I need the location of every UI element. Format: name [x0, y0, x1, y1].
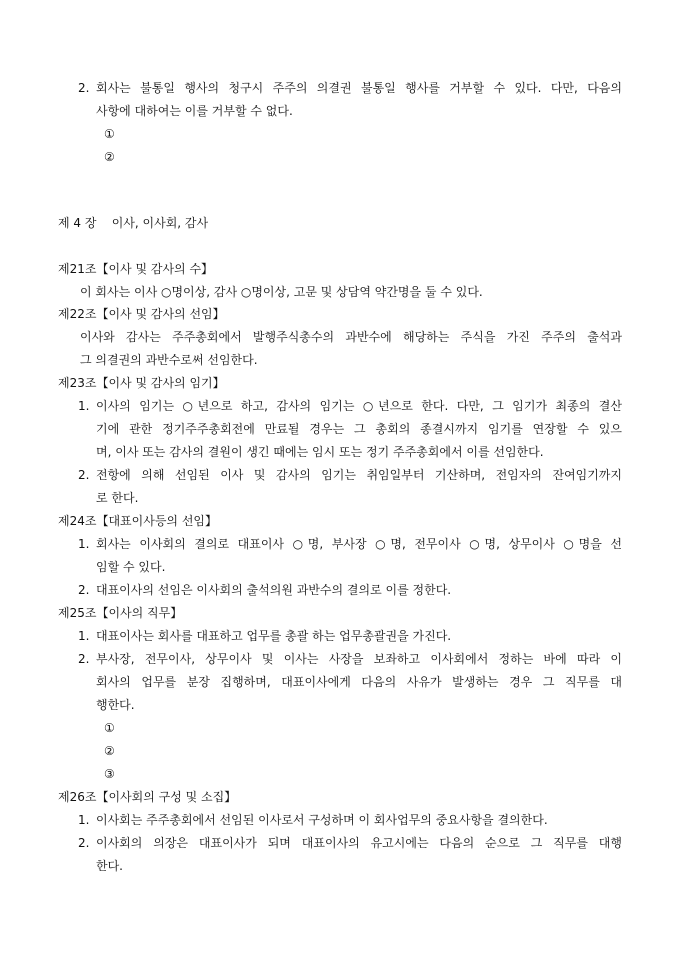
list-number: 2.	[78, 836, 90, 850]
list-number: 1.	[78, 629, 90, 643]
sub-item-marker: ②	[104, 744, 115, 758]
article-title: 제22조【이사 및 감사의 선임】	[58, 307, 225, 321]
paragraph-line: 회사의 업무를 분장 집행하며, 대표이사에게 다음의 사유가 발생하는 경우 그 직무를 대	[96, 675, 622, 689]
article-title: 제24조【대표이사등의 선임】	[58, 514, 218, 528]
article-title: 제23조【이사 및 감사의 임기】	[58, 376, 225, 390]
paragraph-line: 이사와 감사는 주주총회에서 발행주식총수의 과반수에 해당하는 주식을 가진 주주의 출석과	[80, 330, 622, 344]
article-title: 제26조【이사회의 구성 및 소집】	[58, 790, 237, 804]
paragraph-line: 로 한다.	[96, 491, 139, 505]
paragraph-line: 이 회사는 이사 ○명이상, 감사 ○명이상, 고문 및 상담역 약간명을 둘 수 있다.	[80, 285, 483, 299]
paragraph-line: 임할 수 있다.	[96, 560, 166, 574]
paragraph-line: 그 의결권의 과반수로써 선임한다.	[80, 353, 258, 367]
list-number: 2.	[78, 81, 90, 95]
sub-item-marker: ③	[104, 767, 115, 781]
paragraph-line: 한다.	[96, 859, 123, 873]
sub-item-marker: ②	[104, 150, 115, 164]
list-number: 1.	[78, 399, 90, 413]
list-number: 2.	[78, 583, 90, 597]
paragraph-line: 며, 이사 또는 감사의 결원이 생긴 때에는 임시 또는 정기 주주총회에서 이를 선임한다.	[96, 445, 544, 459]
paragraph-line: 사항에 대하여는 이를 거부할 수 없다.	[96, 104, 293, 118]
list-number: 2.	[78, 468, 90, 482]
paragraph-line: 행한다.	[96, 698, 135, 712]
article-title: 제25조【이사의 직무】	[58, 606, 183, 620]
paragraph-line: 대표이사는 회사를 대표하고 업무를 총괄 하는 업무총괄권을 가진다.	[96, 629, 452, 643]
paragraph-line: 이사회의 의장은 대표이사가 되며 대표이사의 유고시에는 다음의 순으로 그 직무를 대행	[96, 836, 622, 850]
paragraph-line: 전항에 의해 선임된 이사 및 감사의 임기는 취임일부터 기산하며, 전임자의 잔여임기까지	[96, 468, 622, 482]
chapter-heading: 제 4 장 이사, 이사회, 감사	[58, 216, 209, 230]
list-number: 1.	[78, 537, 90, 551]
sub-item-marker: ①	[104, 721, 115, 735]
paragraph-line: 대표이사의 선임은 이사회의 출석의원 과반수의 결의로 이를 정한다.	[96, 583, 452, 597]
paragraph-line: 부사장, 전무이사, 상무이사 및 이사는 사장을 보좌하고 이사회에서 정하는 바에 따라 이	[96, 652, 622, 666]
paragraph-line: 회사는 이사회의 결의로 대표이사 ○명, 부사장 ○명, 전무이사 ○명, 상무이사 ○명을 선	[96, 537, 622, 551]
paragraph-line: 이사회는 주주총회에서 선임된 이사로서 구성하며 이 회사업무의 중요사항을 결의한다.	[96, 813, 548, 827]
sub-item-marker: ①	[104, 127, 115, 141]
list-number: 2.	[78, 652, 90, 666]
article-title: 제21조【이사 및 감사의 수】	[58, 262, 214, 276]
paragraph-line: 회사는 불통일 행사의 청구시 주주의 의결권 불통일 행사를 거부할 수 있다. 다만, 다음의	[96, 81, 622, 95]
paragraph-line: 이사의 임기는 ○년으로 하고, 감사의 임기는 ○년으로 한다. 다만, 그 임기가 최종의 결산	[96, 399, 622, 413]
list-number: 1.	[78, 813, 90, 827]
paragraph-line: 기에 관한 정기주주총회전에 만료될 경우는 그 총회의 종결시까지 임기를 연장할 수 있으	[96, 422, 622, 436]
